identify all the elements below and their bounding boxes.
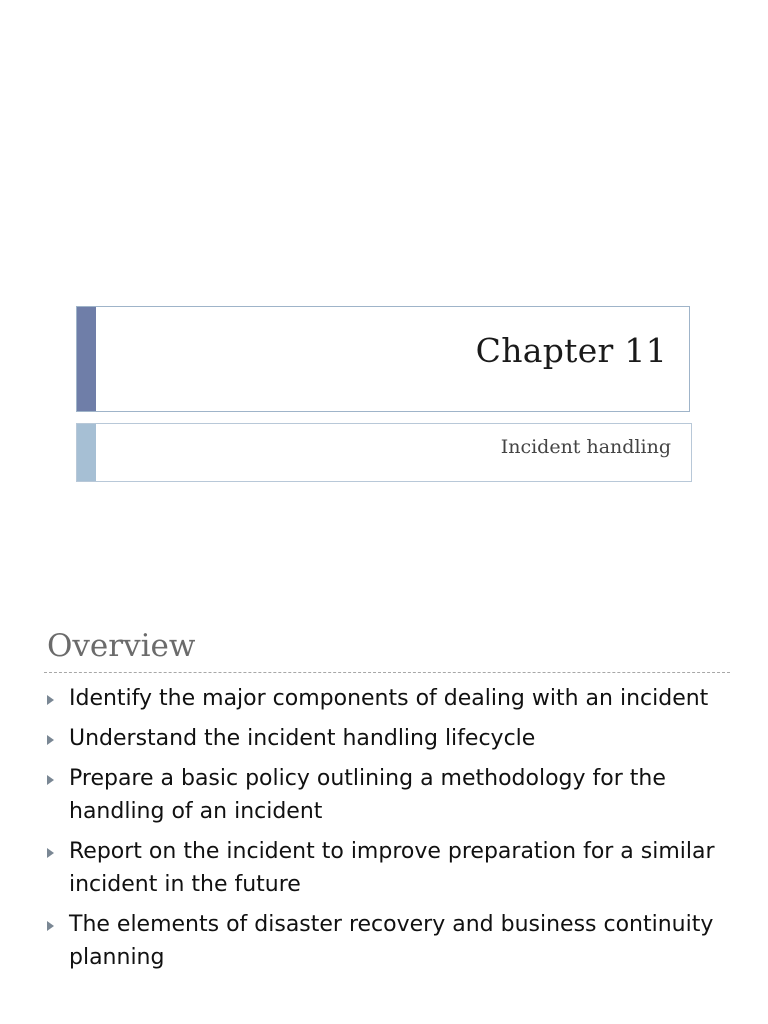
subtitle-box: [76, 423, 692, 482]
triangle-right-icon: [47, 921, 54, 931]
heading-divider: [44, 672, 730, 673]
triangle-right-icon: [47, 735, 54, 745]
bullet-text: The elements of disaster recovery and business continuity planning: [69, 912, 714, 970]
triangle-right-icon: [47, 695, 54, 705]
bullet-text: Report on the incident to improve preparation for a similar incident in the future: [69, 839, 715, 897]
title-box: [76, 306, 690, 412]
bullet-text: Understand the incident handling lifecycle: [69, 726, 536, 751]
overview-slide: [0, 600, 768, 1024]
bullet-item: [44, 762, 744, 828]
bullet-item: [44, 908, 744, 974]
bullet-text: Prepare a basic policy outlining a methodology for the handling of an incident: [69, 766, 666, 824]
triangle-right-icon: [47, 848, 54, 858]
bullet-text: Identify the major components of dealing with an incident: [69, 686, 709, 711]
bullet-item: [44, 835, 744, 901]
bullet-item: [44, 722, 744, 755]
subtitle-accent-bar: [77, 424, 96, 481]
overview-heading: Overview: [47, 628, 196, 664]
bullet-list: [44, 682, 744, 981]
slide-subtitle: Incident handling: [500, 436, 671, 458]
title-accent-bar: [77, 307, 96, 411]
slide-title: Chapter 11: [475, 331, 667, 370]
triangle-right-icon: [47, 775, 54, 785]
bullet-item: [44, 682, 744, 715]
